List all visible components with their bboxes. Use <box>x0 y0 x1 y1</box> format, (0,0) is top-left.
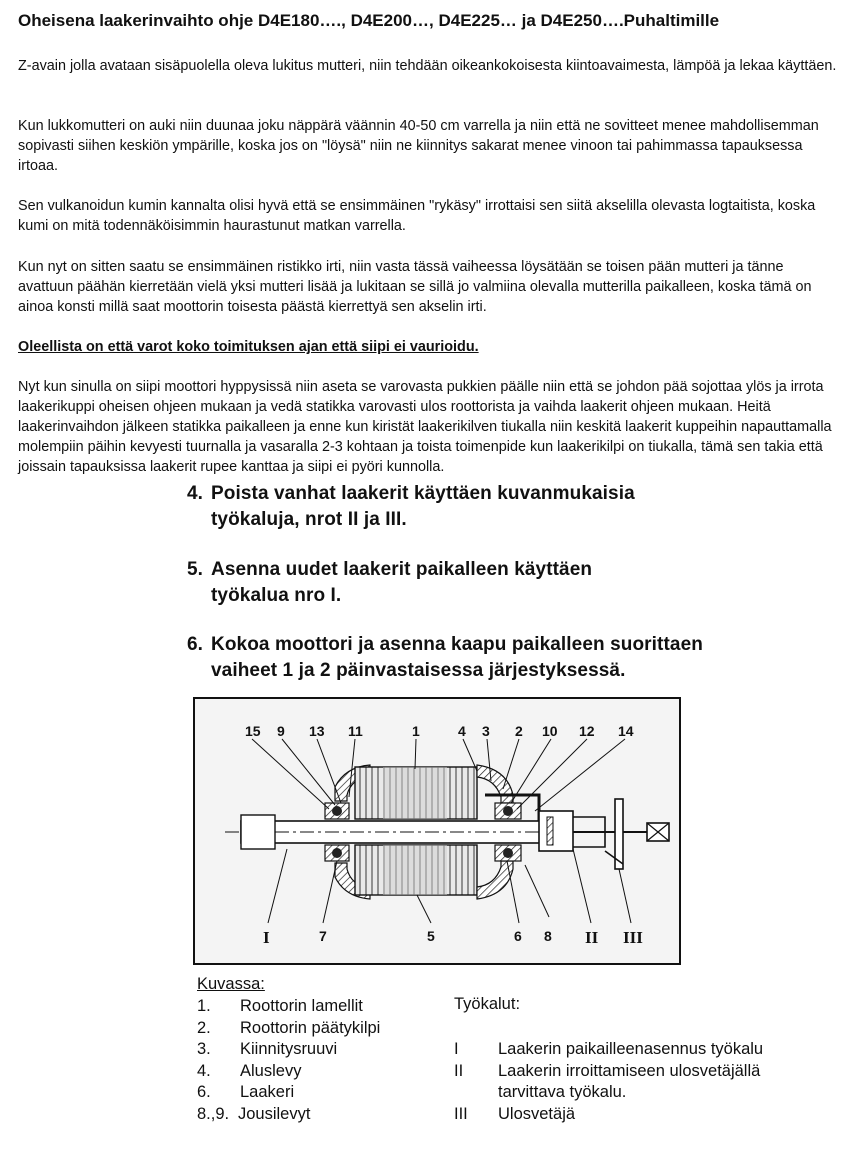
document-title: Oheisena laakerinvaihto ohje D4E180…., D4E200…, D4E225… ja D4E250….Puhaltimille <box>18 11 720 30</box>
tools-legend <box>454 1039 834 1125</box>
paragraph-lock-nut: Kun lukkomutteri on auki niin duunaa joku näppärä väännin 40-50 cm varrella ja niin että ne sovitteet menee mahdollisemman sopivasti siihen keskiön ympärille, koska jos on "löysä" niin ne kiinnitys sakarat menee vinoon tai pahimmassa tapauksessa irtoaa. <box>18 118 819 174</box>
legend-key: 3. <box>197 1040 211 1058</box>
step-number: 5. <box>187 559 204 580</box>
puller-tool <box>539 799 669 869</box>
paragraph-bearing-change: Nyt kun sinulla on siipi moottori hyppysissä niin aseta se varovasta pukkien päälle niin että se johdon pää sojottaa ylös ja irrota laakerikuppi oheisen ohjeen mukaan ja vedä statikka varovasti ulos roottorista ja vaihda laakerit ohjeen mukaan. Heitä laakerinvaihdon jälkeen statikka paikalleen ja enne kun kiristät laakerikilven tiukalla niin keskitä laakerit kuppeihin napauttamalla molempiin päihin kevyesti tuurnalla ja vasaralla 2-3 kohtaan ja toista toimenpide kun laakerikilpi on tiukalla, tämä sen takia että joissain tapauksissa laakerit rupee kanttaa ja siipi ei pyöri kunnolla. <box>18 379 832 475</box>
tool-value-cont: tarvittava työkalu. <box>498 1083 627 1101</box>
callout-15: 15 <box>245 723 261 739</box>
callout-7: 7 <box>319 928 327 944</box>
callout-11: 11 <box>348 723 363 739</box>
callout-II: II <box>585 928 599 947</box>
callout-9: 9 <box>277 723 285 739</box>
tool-item <box>454 1061 834 1083</box>
motor-cross-section <box>195 699 679 963</box>
step-6 <box>187 632 827 684</box>
callout-5: 5 <box>427 928 435 944</box>
tool-key: III <box>454 1104 468 1123</box>
legend-key: 1. <box>197 997 211 1015</box>
motor-diagram <box>193 697 681 965</box>
tool-key: I <box>454 1040 459 1058</box>
tool-item <box>454 1039 834 1061</box>
tools-title: Työkalut: <box>454 995 521 1013</box>
callout-8: 8 <box>544 928 552 944</box>
legend-item <box>197 1082 427 1104</box>
paragraph-second-nut: Kun nyt on sitten saatu se ensimmäinen ristikko irti, niin vasta tässä vaiheessa löysätään se toisen pään mutteri ja tänne avattuun päähän kierretään vielä yksi mutteri lisää ja lukitaan se sillä jo valmiina olevalla mutterilla paikalleen, koska tämä on ainoa konsti millä saat moottorin toisesta päästä kierrettyä sen akselin irti. <box>18 259 812 315</box>
step-text-cont: työkaluja, nrot II ja III. <box>211 509 407 530</box>
step-5 <box>187 557 827 609</box>
callout-12: 12 <box>579 723 595 739</box>
legend-key: 8.,9. <box>197 1104 230 1123</box>
callout-14: 14 <box>618 723 634 739</box>
step-number: 4. <box>187 483 204 504</box>
step-4 <box>187 481 827 533</box>
callout-2: 2 <box>515 723 523 739</box>
tool-value: Laakerin paikailleenasennus työkalu <box>498 1040 764 1058</box>
legend-value: Laakeri <box>240 1083 295 1101</box>
step-text: Poista vanhat laakerit käyttäen kuvanmukaisia <box>211 483 635 504</box>
legend-value: Kiinnitysruuvi <box>240 1040 338 1058</box>
step-text-cont: työkalua nro I. <box>211 585 342 606</box>
tool-key: II <box>454 1061 464 1080</box>
legend-value: Roottorin lamellit <box>240 997 363 1015</box>
legend-key: 4. <box>197 1061 211 1080</box>
callout-III: III <box>623 928 643 947</box>
legend-value: Jousilevyt <box>238 1104 311 1123</box>
legend-item <box>197 1018 427 1040</box>
callout-I: I <box>263 928 270 947</box>
bottom-callouts <box>263 928 643 947</box>
step-text: Kokoa moottori ja asenna kaapu paikalleen suorittaen <box>211 634 703 655</box>
callout-4: 4 <box>458 723 466 739</box>
legend-title: Kuvassa: <box>197 975 265 993</box>
paragraph-z-key: Z-avain jolla avataan sisäpuolella oleva lukitus mutteri, niin tehdään oikeankokoisesta kiintoavaimesta, lämpöä ja lekaa käyttäen. <box>18 58 837 74</box>
legend-item <box>197 1039 427 1061</box>
step-text: Asenna uudet laakerit paikalleen käyttäen <box>211 559 593 580</box>
legend-value: Aluslevy <box>240 1061 302 1080</box>
callout-6: 6 <box>514 928 522 944</box>
tool-value: Ulosvetäjä <box>498 1104 576 1123</box>
step-number: 6. <box>187 634 204 655</box>
callout-13: 13 <box>309 723 325 739</box>
callout-3: 3 <box>482 723 490 739</box>
parts-legend <box>197 996 427 1125</box>
tool-item <box>454 1104 834 1126</box>
legend-value: Roottorin päätykilpi <box>240 1018 381 1037</box>
legend-item <box>197 1104 427 1126</box>
legend-item <box>197 1061 427 1083</box>
legend-item <box>197 996 427 1018</box>
callout-1: 1 <box>412 723 420 739</box>
step-text-cont: vaiheet 1 ja 2 päinvastaisessa järjestyksessä. <box>211 660 626 681</box>
tool-item-cont <box>454 1082 834 1104</box>
legend-key: 6. <box>197 1083 211 1101</box>
tool-value: Laakerin irroittamiseen ulosvetäjällä <box>498 1061 761 1080</box>
callout-10: 10 <box>542 723 558 739</box>
paragraph-rubber: Sen vulkanoidun kumin kannalta olisi hyvä että se ensimmäinen "rykäsy" irrottaisi sen siitä akselilla olevasta logtaitista, koska kumi on mitä todennäköisimmin haurastunut matkan varrella. <box>18 198 816 234</box>
legend-key: 2. <box>197 1018 211 1037</box>
warning-text: Oleellista on että varot koko toimituksen ajan että siipi ei vaurioidu. <box>18 339 479 355</box>
top-callouts <box>245 723 634 739</box>
